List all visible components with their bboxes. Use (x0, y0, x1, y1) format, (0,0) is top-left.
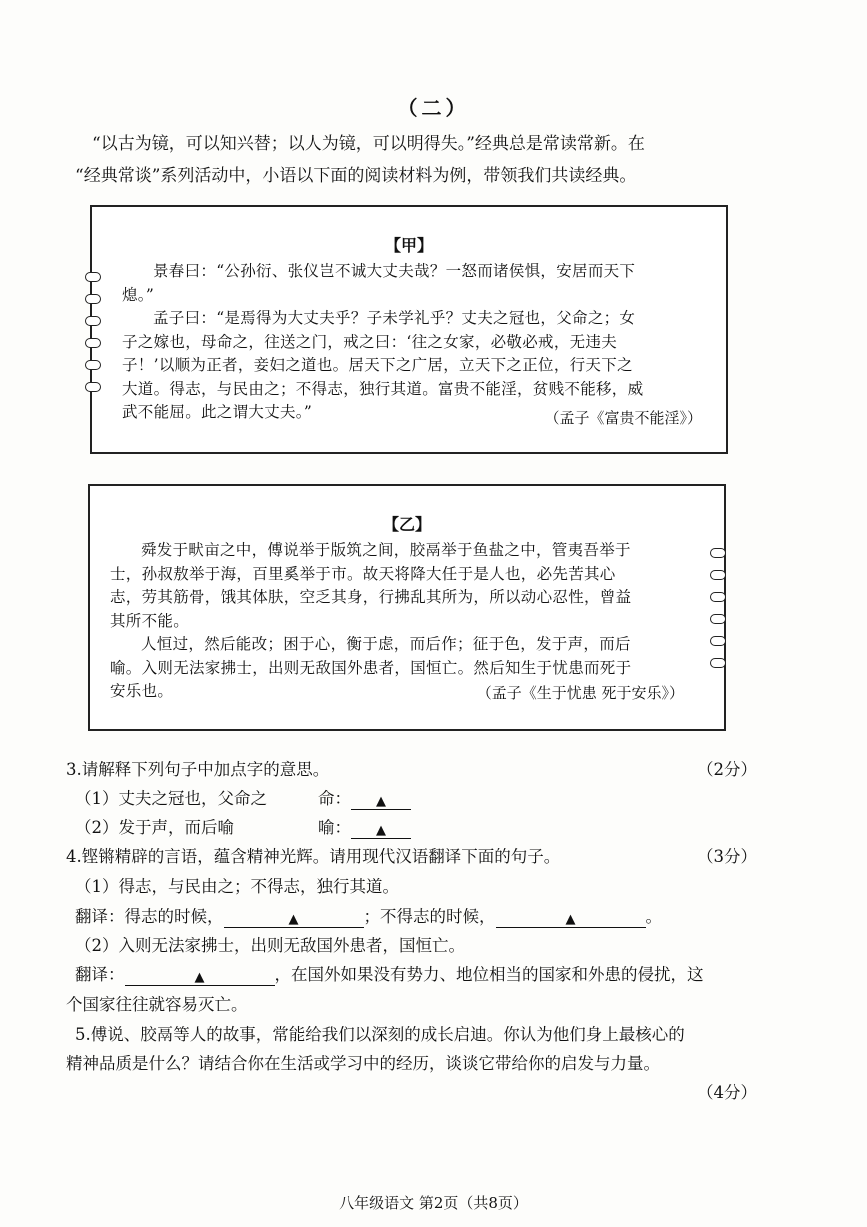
passage-yi-line: 安乐也。 (110, 682, 174, 700)
ring-icon (710, 614, 726, 624)
passage-jia-line: 子之嫁也，母命之，往送之门，戒之曰：‘往之女家，必敬必戒，无违夫 (122, 332, 618, 351)
triangle-icon: ▲ (565, 912, 576, 927)
passage-yi-line: 士，孙叔敖举于海，百里奚举于市。故天将降大任于是人也，必先苦其心 (110, 564, 616, 583)
q3-item-1: （1）丈夫之冠也，父命之 (75, 789, 267, 808)
passage-jia-box (90, 205, 728, 454)
q5-line-2: 精神品质是什么？请结合你在生活或学习中的经历，谈谈它带给你的启发与力量。 (66, 1054, 660, 1073)
q4-trans2-continuation: 个国家往往就容易灭亡。 (66, 995, 248, 1014)
ring-icon (710, 592, 726, 602)
q3-blank-2[interactable] (351, 818, 411, 839)
passage-yi-line: 志，劳其筋骨，饿其体肤，空乏其身，行拂乱其所为，所以动心忍性，曾益 (110, 588, 632, 606)
triangle-icon: ▲ (288, 912, 299, 927)
page-footer: 八年级语文 第2页（共8页） (339, 1194, 528, 1212)
ring-icon (85, 382, 101, 392)
q3-answer-2 (318, 817, 411, 839)
ring-icon (85, 316, 101, 326)
ring-icon (710, 636, 726, 646)
passage-jia-source: （孟子《富贵不能淫》） (544, 409, 702, 427)
passage-jia-line: 景春曰：“公孙衍、张仪岂不诚大丈夫哉？一怒而诸侯惧，安居而天下 (153, 262, 636, 280)
q4-trans2-prefix: 翻译： (75, 965, 125, 984)
q4-trans1-middle: ；不得志的时候， (363, 907, 496, 926)
passage-jia-line: 武不能屈。此之谓大丈夫。” (122, 403, 313, 421)
passage-yi-title: 【乙】 (382, 515, 431, 534)
binder-rings-left (85, 272, 101, 392)
ring-icon (710, 658, 726, 668)
section-title: （二） (397, 96, 470, 120)
q3-item-2: （2）发于声，而后喻 (75, 818, 234, 837)
passage-yi-box (88, 484, 726, 731)
passage-yi-source: （孟子《生于忧患 死于安乐》） (476, 684, 684, 702)
intro-line-2: “经典常谈”系列活动中，小语以下面的阅读材料为例，带领我们共读经典。 (75, 166, 637, 186)
ring-icon (710, 548, 726, 558)
passage-yi-line: 其所不能。 (110, 611, 190, 630)
passage-jia-line: 熄。” (122, 285, 155, 304)
binder-rings-right (710, 548, 726, 668)
passage-yi-line: 舜发于畎亩之中，傅说举于版筑之间，胶鬲举于鱼盐之中，管夷吾举于 (141, 541, 631, 559)
passage-jia-line: 孟子曰：“是焉得为大丈夫乎？子未学礼乎？丈夫之冠也，父命之；女 (153, 309, 636, 327)
q3-answer-1 (318, 788, 411, 810)
q4-trans1-suffix: 。 (645, 907, 662, 926)
ring-icon (85, 338, 101, 348)
triangle-icon: ▲ (376, 794, 386, 809)
ring-icon (710, 570, 726, 580)
q4-trans2-suffix: ，在国外如果没有势力、地位相当的国家和外患的侵扰，这 (274, 965, 704, 984)
triangle-icon: ▲ (194, 970, 205, 985)
q4-stem: 4.铿锵精辟的言语，蕴含精神光辉。请用现代汉语翻译下面的句子。 (66, 847, 561, 866)
q4-score: （3分） (697, 847, 757, 866)
passage-jia-line: 子！’以顺为正者，妾妇之道也。居天下之广居，立天下之正位，行天下之 (122, 356, 633, 374)
passage-yi-line: 人恒过，然后能改；困于心，衡于虑，而后作；征于色，发于声，而后 (141, 635, 631, 653)
q4-blank-2[interactable] (496, 907, 646, 928)
q4-item-1: （1）得志，与民由之；不得志，独行其道。 (75, 877, 399, 896)
passage-jia-line: 大道。得志，与民由之；不得志，独行其道。富贵不能淫，贫贱不能移，威 (122, 379, 644, 398)
passage-jia-title: 【甲】 (384, 236, 433, 255)
intro-line-1: “以古为镜，可以知兴替；以人为镜，可以明得失。”经典总是常读常新。在 (92, 134, 645, 154)
q3-stem: 3.请解释下列句子中加点字的意思。 (66, 760, 330, 779)
triangle-icon: ▲ (376, 823, 386, 838)
q3-blank-1[interactable] (351, 789, 411, 810)
q3-item-2-label: 喻： (318, 818, 351, 837)
passage-yi-text (110, 539, 698, 704)
q4-translation-1 (75, 906, 662, 928)
passage-jia-text (122, 260, 708, 425)
q5-score: （4分） (697, 1083, 757, 1102)
q4-trans1-prefix: 翻译：得志的时候， (75, 907, 224, 926)
q4-blank-3[interactable] (125, 965, 275, 986)
q4-blank-1[interactable] (224, 907, 364, 928)
ring-icon (85, 360, 101, 370)
q3-item-1-label: 命： (318, 789, 351, 808)
ring-icon (85, 294, 101, 304)
q4-translation-2 (75, 964, 704, 986)
ring-icon (85, 272, 101, 282)
q3-score: （2分） (697, 760, 757, 779)
passage-yi-line: 喻。入则无法家拂士，出则无敌国外患者，国恒亡。然后知生于忧患而死于 (110, 658, 632, 677)
q4-item-2: （2）入则无法家拂士，出则无敌国外患者，国恒亡。 (75, 936, 465, 955)
q5-line-1: 5.傅说、胶鬲等人的故事，常能给我们以深刻的成长启迪。你认为他们身上最核心的 (75, 1025, 685, 1044)
